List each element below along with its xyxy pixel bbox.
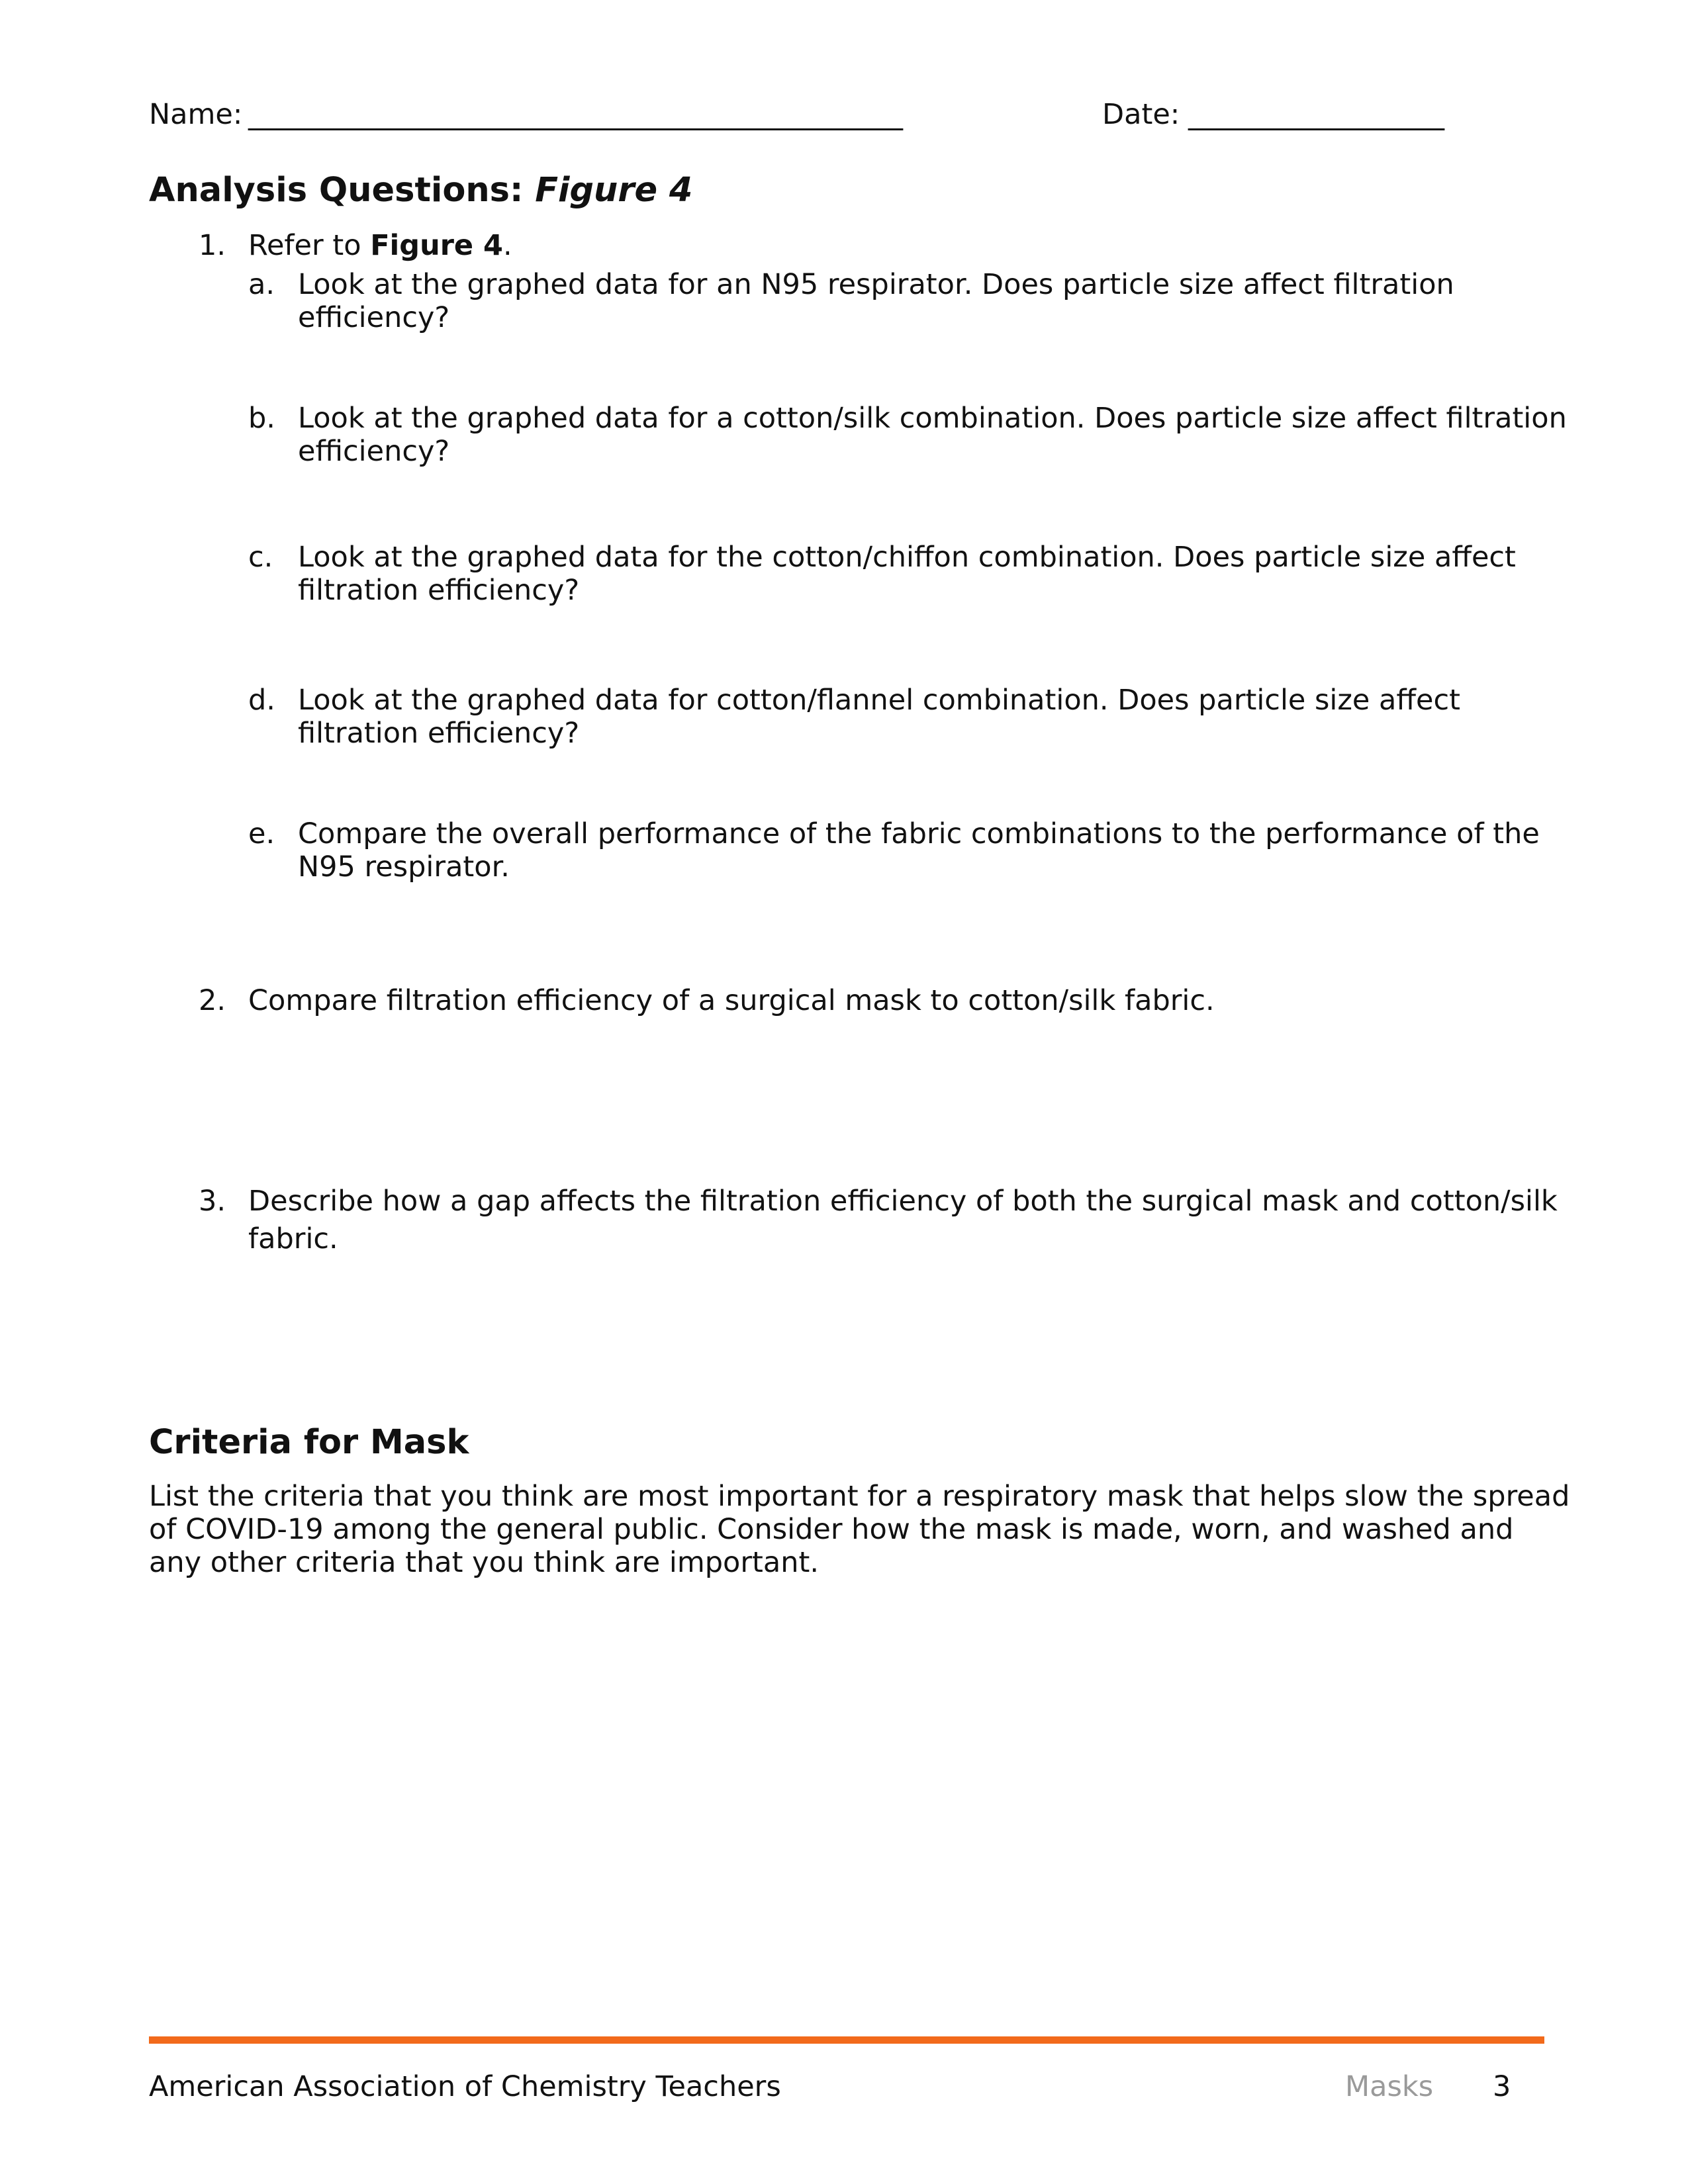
subquestion-line: efficiency?	[298, 435, 450, 468]
subquestion-line: efficiency?	[298, 301, 450, 334]
date-label: Date:	[1102, 98, 1180, 131]
question-2-text: Compare filtration efficiency of a surgical mask to cotton/silk fabric.	[248, 984, 1215, 1017]
subquestion-line: filtration efficiency?	[298, 574, 580, 607]
subquestion-letter: e.	[248, 817, 275, 850]
page-number: 3	[1493, 2070, 1511, 2103]
footer-rule	[149, 2036, 1544, 2044]
subquestion-letter: d.	[248, 684, 275, 717]
subquestion-line: Compare the overall performance of the fabric combinations to the performance of the	[298, 817, 1540, 850]
subquestion-letter: a.	[248, 268, 275, 301]
date-field[interactable]: __________________	[1188, 98, 1444, 131]
analysis-heading-text: Analysis Questions:	[149, 171, 524, 210]
refer-text: Refer to	[248, 229, 361, 262]
name-field[interactable]: ______________________________________________	[248, 98, 903, 131]
subquestion-letter: c.	[248, 541, 273, 574]
analysis-heading-figure: Figure 4	[535, 171, 693, 210]
subquestion-line: Look at the graphed data for an N95 respirator. Does particle size affect filtration	[298, 268, 1454, 301]
criteria-heading: Criteria for Mask	[149, 1423, 469, 1462]
question-number: 3.	[199, 1185, 226, 1218]
subquestion-line: N95 respirator.	[298, 850, 510, 884]
footer-section: Masks	[1345, 2070, 1434, 2103]
footer-organization: American Association of Chemistry Teachers	[149, 2070, 781, 2103]
analysis-heading	[149, 171, 692, 210]
question-3-line: fabric.	[248, 1222, 338, 1255]
question-number: 2.	[199, 984, 226, 1017]
subquestion-line: filtration efficiency?	[298, 717, 580, 750]
subquestion-letter: b.	[248, 402, 275, 435]
question-number: 1.	[199, 229, 226, 262]
refer-figure: Figure 4	[370, 229, 503, 262]
question-1-text	[248, 229, 512, 262]
name-label: Name:	[149, 98, 243, 131]
criteria-paragraph-line: any other criteria that you think are important.	[149, 1546, 820, 1579]
criteria-paragraph-line: of COVID-19 among the general public. Consider how the mask is made, worn, and washed and	[149, 1513, 1514, 1546]
subquestion-line: Look at the graphed data for cotton/flannel combination. Does particle size affect	[298, 684, 1460, 717]
subquestion-line: Look at the graphed data for a cotton/silk combination. Does particle size affect filtration	[298, 402, 1567, 435]
subquestion-line: Look at the graphed data for the cotton/chiffon combination. Does particle size affect	[298, 541, 1516, 574]
refer-end: .	[502, 229, 512, 262]
criteria-paragraph-line: List the criteria that you think are most important for a respiratory mask that helps slow the spread	[149, 1480, 1570, 1513]
question-3-line: Describe how a gap affects the filtration efficiency of both the surgical mask and cotton/silk	[248, 1185, 1558, 1218]
